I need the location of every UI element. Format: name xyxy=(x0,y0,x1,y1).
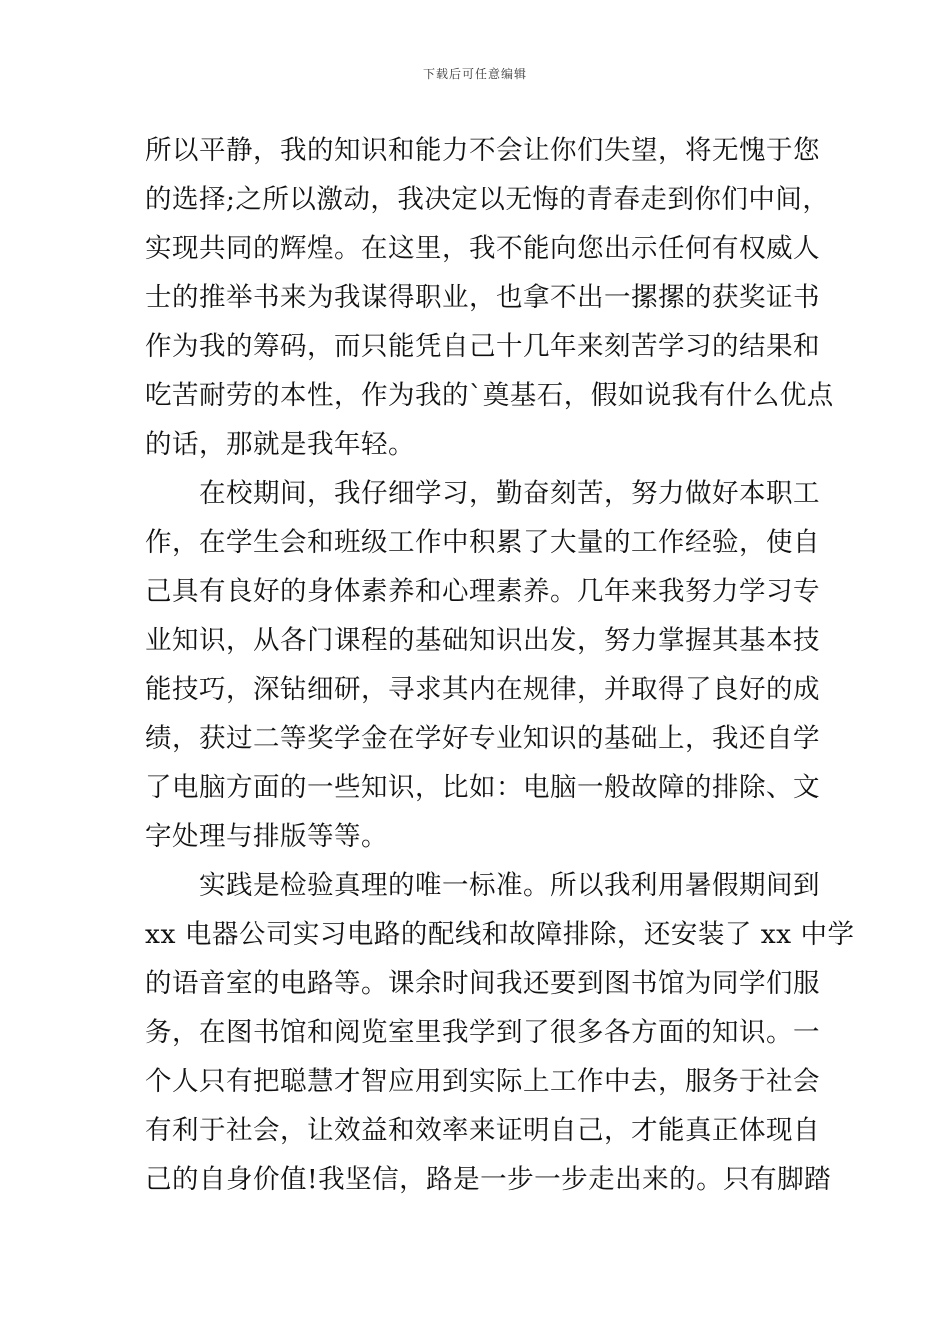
text-line: 字处理与排版等等。 xyxy=(145,821,388,852)
text-line: 的选择;之所以激动，我决定以无悔的青春走到你们中间， xyxy=(145,184,830,215)
page-header: 下载后可任意编辑 xyxy=(422,67,527,81)
text-line: 所以平静，我的知识和能力不会让你们失望，将无愧于您 xyxy=(145,135,820,166)
text-line: 的语音室的电路等。课余时间我还要到图书馆为同学们服 xyxy=(145,968,820,999)
text-line: 有利于社会，让效益和效率来证明自己，才能真正体现自 xyxy=(145,1115,820,1146)
text-line: 士的推举书来为我谋得职业，也拿不出一摞摞的获奖证书 xyxy=(145,282,820,313)
text-line: 绩，获过二等奖学金在学好专业知识的基础上，我还自学 xyxy=(145,723,820,754)
text-line: 的话，那就是我年轻。 xyxy=(145,429,415,460)
text-line: 作为我的筹码，而只能凭自己十几年来刻苦学习的结果和 xyxy=(145,331,820,362)
text-line: 了电脑方面的一些知识，比如：电脑一般故障的排除、文 xyxy=(145,772,820,803)
text-line: 业知识，从各门课程的基础知识出发，努力掌握其基本技 xyxy=(145,625,820,656)
text-line: 务，在图书馆和阅览室里我学到了很多各方面的知识。一 xyxy=(145,1017,820,1048)
document-body xyxy=(145,126,855,1204)
text-line: 在校期间，我仔细学习，勤奋刻苦，努力做好本职工 xyxy=(145,478,820,509)
text-line: 作，在学生会和班级工作中积累了大量的工作经验，使自 xyxy=(145,527,820,558)
text-line: 个人只有把聪慧才智应用到实际上工作中去，服务于社会 xyxy=(145,1066,820,1097)
text-line: 吃苦耐劳的本性，作为我的`奠基石，假如说我有什么优点 xyxy=(145,380,834,411)
text-line: 能技巧，深钻细研，寻求其内在规律，并取得了良好的成 xyxy=(145,674,820,705)
text-line: 实现共同的辉煌。在这里，我不能向您出示任何有权威人 xyxy=(145,233,820,264)
text-line: 己的自身价值!我坚信，路是一步一步走出来的。只有脚踏 xyxy=(145,1164,832,1195)
text-line: 己具有良好的身体素养和心理素养。几年来我努力学习专 xyxy=(145,576,820,607)
text-line: 实践是检验真理的唯一标准。所以我利用暑假期间到 xyxy=(145,870,820,901)
text-line: xx 电器公司实习电路的配线和故障排除，还安装了 xx 中学 xyxy=(145,919,855,950)
